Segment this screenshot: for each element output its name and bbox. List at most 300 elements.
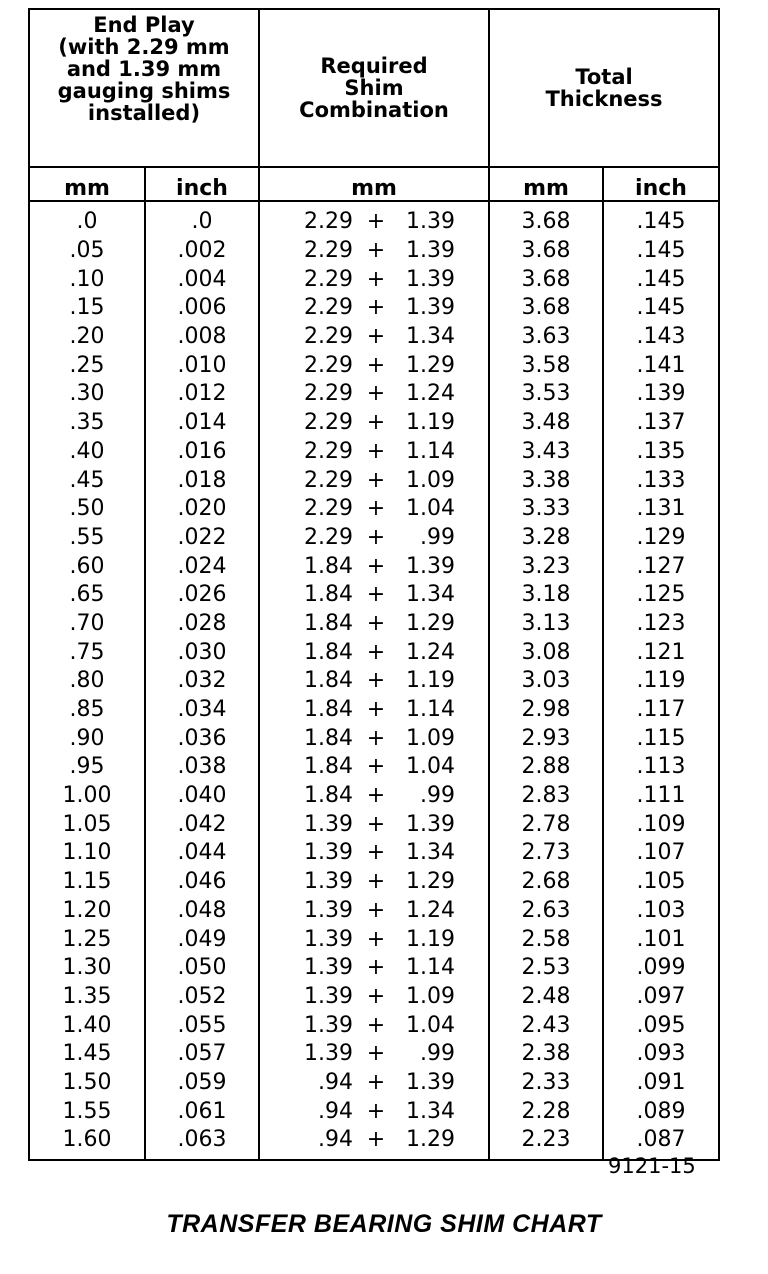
total-mm-cell: 3.68: [489, 294, 603, 323]
plus-sign: +: [366, 668, 386, 694]
end-play-mm-cell: .70: [29, 610, 145, 639]
shim-combination-cell: [259, 638, 489, 667]
plus-sign: +: [366, 610, 386, 636]
chart-caption: TRANSFER BEARING SHIM CHART: [166, 1210, 602, 1238]
plus-sign: +: [366, 1069, 386, 1095]
shim-b-value: 1.29: [406, 869, 455, 895]
shim-b-value: 1.29: [406, 1127, 455, 1153]
shim-b-value: 1.14: [406, 438, 455, 464]
total-inch-cell: .133: [603, 466, 719, 495]
shim-a-value: 2.29: [304, 496, 353, 522]
plus-sign: +: [366, 238, 386, 264]
end-play-inch-cell: .061: [145, 1097, 259, 1126]
total-inch-cell: .107: [603, 839, 719, 868]
end-play-inch-cell: .004: [145, 265, 259, 294]
total-mm-cell: 2.63: [489, 897, 603, 926]
table-row: [29, 724, 719, 753]
plus-sign: +: [366, 438, 386, 464]
shim-a-value: 1.39: [304, 1041, 353, 1067]
plus-sign: +: [366, 955, 386, 981]
table-row: [29, 782, 719, 811]
shim-a-value: 1.39: [304, 811, 353, 837]
shim-combination-cell: [259, 438, 489, 467]
shim-b-value: .99: [420, 1041, 455, 1067]
total-inch-cell: .131: [603, 495, 719, 524]
table-row: [29, 438, 719, 467]
table-row: [29, 294, 719, 323]
end-play-mm-cell: 1.30: [29, 954, 145, 983]
end-play-mm-cell: 1.55: [29, 1097, 145, 1126]
shim-a-value: 2.29: [304, 524, 353, 550]
shim-b-value: 1.29: [406, 610, 455, 636]
header-end-play-line: (with 2.29 mm: [58, 35, 230, 59]
shim-combination-cell: [259, 897, 489, 926]
plus-sign: +: [366, 381, 386, 407]
table-row: [29, 495, 719, 524]
shim-chart: [28, 8, 718, 1161]
header-required-line: Required: [320, 54, 428, 78]
table-row: [29, 868, 719, 897]
header-end-play-line: and 1.39 mm: [66, 57, 222, 81]
shim-combination-cell: [259, 810, 489, 839]
end-play-mm-cell: .10: [29, 265, 145, 294]
header-end-play-line: End Play: [93, 13, 195, 37]
shim-combination-cell: [259, 581, 489, 610]
shim-b-value: 1.09: [406, 983, 455, 1009]
total-inch-cell: .117: [603, 696, 719, 725]
plus-sign: +: [366, 697, 386, 723]
total-mm-cell: 3.08: [489, 638, 603, 667]
table-row: [29, 409, 719, 438]
end-play-mm-cell: .50: [29, 495, 145, 524]
plus-sign: +: [366, 983, 386, 1009]
shim-b-value: 1.04: [406, 496, 455, 522]
end-play-mm-cell: .80: [29, 667, 145, 696]
shim-a-value: 2.29: [304, 238, 353, 264]
total-mm-cell: 2.88: [489, 753, 603, 782]
header-required-shim: [259, 9, 489, 167]
shim-combination-cell: [259, 1126, 489, 1160]
total-mm-cell: 2.93: [489, 724, 603, 753]
shim-b-value: 1.24: [406, 639, 455, 665]
unit-header-total-inch: inch: [603, 167, 719, 201]
total-mm-cell: 2.53: [489, 954, 603, 983]
shim-b-value: 1.34: [406, 840, 455, 866]
end-play-mm-cell: 1.15: [29, 868, 145, 897]
plus-sign: +: [366, 1041, 386, 1067]
end-play-mm-cell: .0: [29, 201, 145, 237]
shim-combination-cell: [259, 1011, 489, 1040]
shim-a-value: 1.39: [304, 1012, 353, 1038]
plus-sign: +: [366, 897, 386, 923]
shim-combination-cell: [259, 983, 489, 1012]
shim-combination-cell: [259, 495, 489, 524]
unit-header-inch: inch: [145, 167, 259, 201]
table-row: [29, 1069, 719, 1098]
plus-sign: +: [366, 869, 386, 895]
shim-b-value: 1.14: [406, 697, 455, 723]
end-play-mm-cell: 1.20: [29, 897, 145, 926]
total-mm-cell: 2.23: [489, 1126, 603, 1160]
end-play-inch-cell: .010: [145, 351, 259, 380]
total-inch-cell: .129: [603, 524, 719, 553]
plus-sign: +: [366, 324, 386, 350]
total-inch-cell: .119: [603, 667, 719, 696]
shim-b-value: 1.24: [406, 897, 455, 923]
total-mm-cell: 3.68: [489, 201, 603, 237]
end-play-inch-cell: .030: [145, 638, 259, 667]
shim-b-value: 1.04: [406, 1012, 455, 1038]
table-row: [29, 954, 719, 983]
shim-b-value: 1.19: [406, 410, 455, 436]
table-row: [29, 839, 719, 868]
plus-sign: +: [366, 754, 386, 780]
shim-combination-cell: [259, 237, 489, 266]
end-play-inch-cell: .044: [145, 839, 259, 868]
shim-a-value: 2.29: [304, 467, 353, 493]
shim-combination-cell: [259, 724, 489, 753]
shim-b-value: 1.34: [406, 582, 455, 608]
end-play-mm-cell: .30: [29, 380, 145, 409]
shim-combination-cell: [259, 1069, 489, 1098]
shim-a-value: .94: [318, 1127, 353, 1153]
shim-combination-cell: [259, 1040, 489, 1069]
total-mm-cell: 2.73: [489, 839, 603, 868]
total-inch-cell: .103: [603, 897, 719, 926]
end-play-mm-cell: .20: [29, 323, 145, 352]
table-row: [29, 524, 719, 553]
shim-combination-cell: [259, 753, 489, 782]
shim-a-value: 1.39: [304, 926, 353, 952]
end-play-mm-cell: .55: [29, 524, 145, 553]
total-inch-cell: .091: [603, 1069, 719, 1098]
total-inch-cell: .105: [603, 868, 719, 897]
shim-a-value: 1.84: [304, 697, 353, 723]
shim-a-value: 1.84: [304, 610, 353, 636]
total-mm-cell: 2.33: [489, 1069, 603, 1098]
total-mm-cell: 3.18: [489, 581, 603, 610]
end-play-inch-cell: .050: [145, 954, 259, 983]
total-inch-cell: .125: [603, 581, 719, 610]
total-inch-cell: .093: [603, 1040, 719, 1069]
table-row: [29, 610, 719, 639]
end-play-mm-cell: .60: [29, 552, 145, 581]
end-play-mm-cell: .75: [29, 638, 145, 667]
plus-sign: +: [366, 553, 386, 579]
plus-sign: +: [366, 639, 386, 665]
table-row: [29, 380, 719, 409]
figure-number: 9121-15: [608, 1154, 696, 1178]
end-play-inch-cell: .012: [145, 380, 259, 409]
total-inch-cell: .123: [603, 610, 719, 639]
end-play-inch-cell: .052: [145, 983, 259, 1012]
plus-sign: +: [366, 840, 386, 866]
total-inch-cell: .115: [603, 724, 719, 753]
plus-sign: +: [366, 209, 386, 235]
total-inch-cell: .095: [603, 1011, 719, 1040]
unit-header-total-mm: mm: [489, 167, 603, 201]
total-mm-cell: 2.83: [489, 782, 603, 811]
header-required-line: Shim: [344, 76, 404, 100]
plus-sign: +: [366, 1012, 386, 1038]
shim-b-value: 1.19: [406, 668, 455, 694]
end-play-mm-cell: .45: [29, 466, 145, 495]
table-row: [29, 983, 719, 1012]
plus-sign: +: [366, 467, 386, 493]
total-mm-cell: 2.68: [489, 868, 603, 897]
header-total-line: Thickness: [545, 87, 663, 111]
shim-a-value: 1.84: [304, 639, 353, 665]
end-play-inch-cell: .024: [145, 552, 259, 581]
end-play-inch-cell: .022: [145, 524, 259, 553]
end-play-inch-cell: .028: [145, 610, 259, 639]
total-mm-cell: 3.38: [489, 466, 603, 495]
plus-sign: +: [366, 783, 386, 809]
shim-combination-cell: [259, 552, 489, 581]
unit-header-mm: mm: [29, 167, 145, 201]
header-total-line: Total: [575, 65, 633, 89]
table-row: [29, 552, 719, 581]
total-inch-cell: .139: [603, 380, 719, 409]
total-mm-cell: 3.13: [489, 610, 603, 639]
total-inch-cell: .099: [603, 954, 719, 983]
total-mm-cell: 2.58: [489, 925, 603, 954]
end-play-inch-cell: .038: [145, 753, 259, 782]
plus-sign: +: [366, 352, 386, 378]
table-row: [29, 925, 719, 954]
plus-sign: +: [366, 926, 386, 952]
total-inch-cell: .087: [603, 1126, 719, 1160]
shim-a-value: 2.29: [304, 324, 353, 350]
table-row: [29, 237, 719, 266]
end-play-inch-cell: .034: [145, 696, 259, 725]
shim-b-value: 1.39: [406, 266, 455, 292]
shim-combination-cell: [259, 610, 489, 639]
plus-sign: +: [366, 1098, 386, 1124]
end-play-inch-cell: .036: [145, 724, 259, 753]
shim-combination-cell: [259, 1097, 489, 1126]
total-inch-cell: .111: [603, 782, 719, 811]
header-end-play-line: installed): [87, 101, 201, 125]
end-play-mm-cell: .40: [29, 438, 145, 467]
shim-b-value: .99: [420, 524, 455, 550]
shim-b-value: 1.19: [406, 926, 455, 952]
plus-sign: +: [366, 725, 386, 751]
end-play-mm-cell: 1.10: [29, 839, 145, 868]
shim-a-value: 2.29: [304, 266, 353, 292]
total-inch-cell: .145: [603, 201, 719, 237]
end-play-inch-cell: .046: [145, 868, 259, 897]
table-row: [29, 696, 719, 725]
shim-combination-cell: [259, 925, 489, 954]
total-inch-cell: .113: [603, 753, 719, 782]
total-inch-cell: .127: [603, 552, 719, 581]
plus-sign: +: [366, 811, 386, 837]
shim-a-value: .94: [318, 1098, 353, 1124]
shim-b-value: 1.24: [406, 381, 455, 407]
shim-a-value: 1.84: [304, 668, 353, 694]
shim-b-value: 1.39: [406, 238, 455, 264]
end-play-mm-cell: 1.45: [29, 1040, 145, 1069]
total-mm-cell: 3.58: [489, 351, 603, 380]
shim-a-value: 1.84: [304, 754, 353, 780]
shim-combination-cell: [259, 294, 489, 323]
table-body: [29, 201, 719, 1160]
total-mm-cell: 2.98: [489, 696, 603, 725]
shim-a-value: 1.39: [304, 983, 353, 1009]
shim-a-value: 1.84: [304, 553, 353, 579]
total-inch-cell: .135: [603, 438, 719, 467]
end-play-inch-cell: .018: [145, 466, 259, 495]
total-mm-cell: 3.33: [489, 495, 603, 524]
end-play-mm-cell: .65: [29, 581, 145, 610]
plus-sign: +: [366, 496, 386, 522]
end-play-mm-cell: 1.50: [29, 1069, 145, 1098]
header-end-play-line: gauging shims: [57, 79, 231, 103]
end-play-inch-cell: .042: [145, 810, 259, 839]
shim-a-value: 1.39: [304, 897, 353, 923]
table-row: [29, 667, 719, 696]
total-mm-cell: 2.78: [489, 810, 603, 839]
total-mm-cell: 3.68: [489, 237, 603, 266]
shim-b-value: 1.39: [406, 1069, 455, 1095]
shim-combination-cell: [259, 524, 489, 553]
shim-a-value: 2.29: [304, 209, 353, 235]
shim-a-value: 1.39: [304, 869, 353, 895]
total-mm-cell: 3.63: [489, 323, 603, 352]
end-play-inch-cell: .002: [145, 237, 259, 266]
shim-combination-cell: [259, 380, 489, 409]
end-play-mm-cell: 1.05: [29, 810, 145, 839]
shim-b-value: 1.14: [406, 955, 455, 981]
table-row: [29, 1097, 719, 1126]
end-play-inch-cell: .049: [145, 925, 259, 954]
shim-b-value: .99: [420, 783, 455, 809]
header-required-line: Combination: [299, 98, 449, 122]
shim-b-value: 1.09: [406, 467, 455, 493]
end-play-inch-cell: .055: [145, 1011, 259, 1040]
end-play-mm-cell: .15: [29, 294, 145, 323]
shim-combination-cell: [259, 323, 489, 352]
shim-combination-cell: [259, 954, 489, 983]
total-mm-cell: 3.48: [489, 409, 603, 438]
end-play-inch-cell: .016: [145, 438, 259, 467]
total-mm-cell: 3.03: [489, 667, 603, 696]
plus-sign: +: [366, 1127, 386, 1153]
plus-sign: +: [366, 266, 386, 292]
table-row: [29, 201, 719, 237]
total-inch-cell: .141: [603, 351, 719, 380]
table-row: [29, 897, 719, 926]
end-play-inch-cell: .059: [145, 1069, 259, 1098]
total-mm-cell: 3.53: [489, 380, 603, 409]
total-mm-cell: 2.48: [489, 983, 603, 1012]
shim-table: [28, 8, 720, 1161]
total-mm-cell: 3.28: [489, 524, 603, 553]
total-mm-cell: 2.28: [489, 1097, 603, 1126]
shim-combination-cell: [259, 409, 489, 438]
shim-combination-cell: [259, 667, 489, 696]
end-play-inch-cell: .048: [145, 897, 259, 926]
total-inch-cell: .137: [603, 409, 719, 438]
total-inch-cell: .143: [603, 323, 719, 352]
total-mm-cell: 3.68: [489, 265, 603, 294]
shim-a-value: 2.29: [304, 381, 353, 407]
table-row: [29, 810, 719, 839]
end-play-inch-cell: .0: [145, 201, 259, 237]
shim-combination-cell: [259, 466, 489, 495]
unit-header-combination-mm: mm: [259, 167, 489, 201]
shim-a-value: 2.29: [304, 295, 353, 321]
end-play-mm-cell: .90: [29, 724, 145, 753]
table-row: [29, 351, 719, 380]
end-play-mm-cell: 1.25: [29, 925, 145, 954]
end-play-inch-cell: .026: [145, 581, 259, 610]
total-inch-cell: .145: [603, 237, 719, 266]
shim-b-value: 1.34: [406, 324, 455, 350]
shim-b-value: 1.39: [406, 209, 455, 235]
table-row: [29, 638, 719, 667]
shim-a-value: 2.29: [304, 352, 353, 378]
total-inch-cell: .101: [603, 925, 719, 954]
shim-b-value: 1.29: [406, 352, 455, 378]
table-row: [29, 581, 719, 610]
total-mm-cell: 2.43: [489, 1011, 603, 1040]
end-play-mm-cell: .35: [29, 409, 145, 438]
end-play-inch-cell: .057: [145, 1040, 259, 1069]
plus-sign: +: [366, 524, 386, 550]
plus-sign: +: [366, 582, 386, 608]
shim-combination-cell: [259, 839, 489, 868]
plus-sign: +: [366, 410, 386, 436]
end-play-mm-cell: .25: [29, 351, 145, 380]
shim-b-value: 1.39: [406, 295, 455, 321]
shim-a-value: 1.84: [304, 783, 353, 809]
shim-a-value: 2.29: [304, 410, 353, 436]
end-play-inch-cell: .032: [145, 667, 259, 696]
shim-a-value: 1.39: [304, 840, 353, 866]
shim-a-value: 1.84: [304, 725, 353, 751]
end-play-inch-cell: .040: [145, 782, 259, 811]
end-play-inch-cell: .008: [145, 323, 259, 352]
end-play-inch-cell: .006: [145, 294, 259, 323]
shim-combination-cell: [259, 351, 489, 380]
header-end-play: [29, 9, 259, 167]
shim-combination-cell: [259, 201, 489, 237]
end-play-inch-cell: .020: [145, 495, 259, 524]
table-row: [29, 753, 719, 782]
total-mm-cell: 2.38: [489, 1040, 603, 1069]
total-inch-cell: .109: [603, 810, 719, 839]
shim-combination-cell: [259, 265, 489, 294]
end-play-mm-cell: .05: [29, 237, 145, 266]
shim-b-value: 1.09: [406, 725, 455, 751]
table-row: [29, 1040, 719, 1069]
total-mm-cell: 3.43: [489, 438, 603, 467]
end-play-mm-cell: .95: [29, 753, 145, 782]
total-inch-cell: .121: [603, 638, 719, 667]
shim-combination-cell: [259, 696, 489, 725]
table-row: [29, 466, 719, 495]
table-row: [29, 323, 719, 352]
shim-a-value: 1.84: [304, 582, 353, 608]
plus-sign: +: [366, 295, 386, 321]
shim-b-value: 1.34: [406, 1098, 455, 1124]
end-play-inch-cell: .014: [145, 409, 259, 438]
shim-combination-cell: [259, 782, 489, 811]
table-row: [29, 1011, 719, 1040]
shim-a-value: .94: [318, 1069, 353, 1095]
